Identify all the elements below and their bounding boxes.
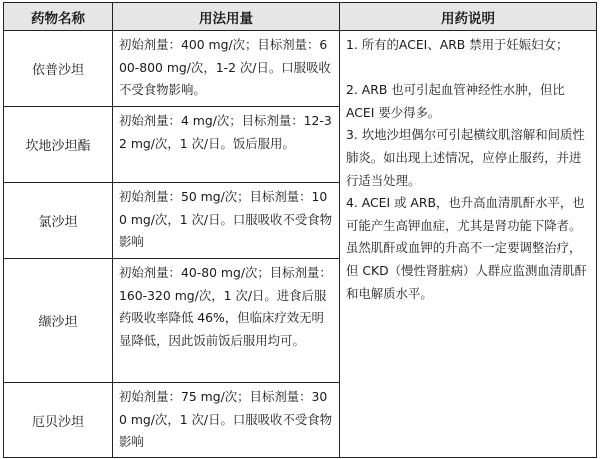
drug-table <box>3 2 597 458</box>
header-drug-name: 药物名称 <box>4 3 113 31</box>
usage-cell: 初始剂量：400 mg/次；目标剂量：600-800 mg/次，1-2 次/日。口服吸收不受食物影响。 <box>113 31 340 107</box>
header-row <box>4 3 597 31</box>
usage-cell: 初始剂量：4 mg/次；目标剂量：12-32 mg/次，1 次/日。饭后服用。 <box>113 107 340 183</box>
note-item: 虽然肌酐或血钾的升高不一定要调整治疗，但 CKD（慢性肾脏病）人群应监测血清肌酐和电解质水平。 <box>346 240 587 301</box>
header-medication-notes: 用药说明 <box>340 3 597 31</box>
medication-notes-cell <box>340 31 597 458</box>
drug-name-cell: 缬沙坦 <box>4 259 113 383</box>
note-item: 3. 坎地沙坦偶尔可引起横纹肌溶解和间质性肺炎。如出现上述情况，应停止服药，并进行适当处理。 <box>346 127 585 188</box>
drug-name-cell: 坎地沙坦酯 <box>4 107 113 183</box>
usage-cell: 初始剂量：75 mg/次；目标剂量：300 mg/次，1 次/日。口服吸收不受食物影响 <box>113 383 340 458</box>
table-row <box>4 31 597 107</box>
drug-name-cell: 厄贝沙坦 <box>4 383 113 458</box>
drug-name-cell: 氯沙坦 <box>4 183 113 259</box>
note-item: 2. ARB 也可引起血管神经性水肿，但比 ACEI 要少得多。 <box>346 82 565 120</box>
usage-cell: 初始剂量：50 mg/次；目标剂量：100 mg/次，1 次/日。口服吸收不受食物影响 <box>113 183 340 259</box>
note-item: 1. 所有的ACEI、ARB 禁用于妊娠妇女； <box>346 37 569 52</box>
usage-cell: 初始剂量：40-80 mg/次；目标剂量：160-320 mg/次，1 次/日。进食后服药吸收率降低 46%，但临床疗效无明显降低，因此饭前饭后服用均可。 <box>113 259 340 383</box>
drug-name-cell: 依普沙坦 <box>4 31 113 107</box>
header-usage-dosage: 用法用量 <box>113 3 340 31</box>
note-item: 4. ACEI 或 ARB，也升高血清肌酐水平，也可能产生高钾血症，尤其是肾功能下降者。 <box>346 195 585 233</box>
